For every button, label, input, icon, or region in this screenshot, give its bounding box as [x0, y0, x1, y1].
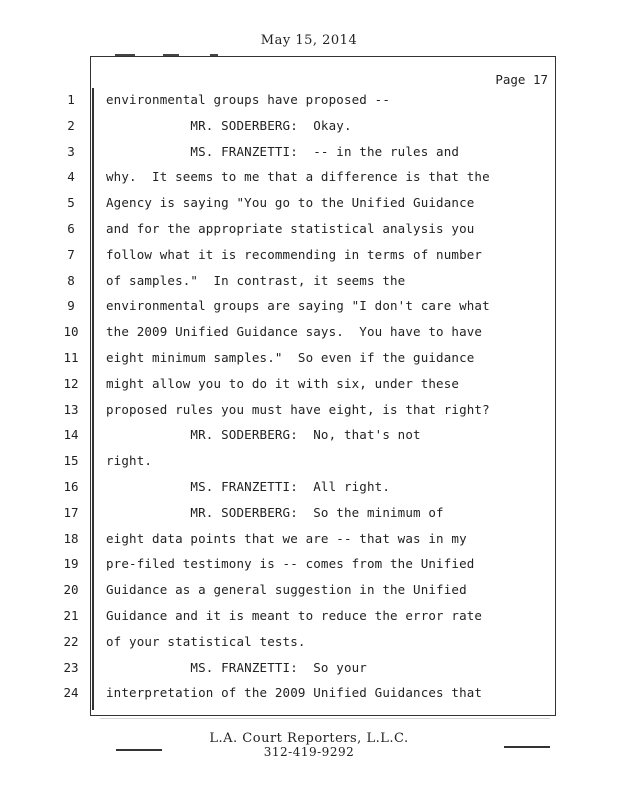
transcript-line: MR. SODERBERG: Okay.: [106, 117, 352, 133]
transcript-line: MS. FRANZETTI: All right.: [106, 479, 390, 494]
transcript-line: MS. FRANZETTI: -- in the rules and: [106, 143, 460, 159]
line-number: 13: [63, 401, 79, 417]
line-number: 6: [67, 221, 75, 236]
transcript-line: of samples." In contrast, it seems the: [106, 272, 406, 288]
scan-speckle: [100, 718, 550, 719]
transcript-line: the 2009 Unified Guidance says. You have to have: [106, 324, 483, 340]
transcript-line: MR. SODERBERG: No, that's not: [106, 427, 421, 443]
line-number: 10: [63, 324, 79, 340]
line-number: 15: [63, 453, 79, 469]
transcript-line: eight minimum samples." So even if the guidance: [106, 350, 475, 365]
transcript-line: of your statistical tests.: [106, 633, 306, 649]
transcript-line: might allow you to do it with six, under these: [106, 375, 460, 391]
transcript-line: and for the appropriate statistical analysis you: [106, 221, 475, 236]
line-number: 17: [63, 504, 79, 520]
line-number: 20: [63, 582, 79, 598]
line-number: 3: [67, 143, 75, 159]
transcript-line: why. It seems to me that a difference is that the: [106, 169, 490, 185]
transcript-line: Agency is saying "You go to the Unified Guidance: [106, 195, 475, 211]
line-number: 12: [63, 375, 79, 391]
line-number: 16: [63, 479, 79, 494]
transcript-line: MR. SODERBERG: So the minimum of: [106, 504, 444, 520]
line-number: 8: [67, 272, 75, 288]
line-number: 7: [67, 246, 75, 262]
transcript-line: environmental groups have proposed --: [106, 92, 390, 107]
line-number: 4: [67, 169, 75, 185]
line-number: 14: [63, 427, 79, 443]
date-header: May 15, 2014: [260, 33, 358, 48]
footer-company: L.A. Court Reporters, L.L.C.: [209, 731, 409, 746]
line-number: 19: [63, 556, 79, 572]
transcript-line: Guidance as a general suggestion in the Unified: [106, 582, 467, 598]
line-number: 24: [63, 685, 79, 701]
transcript-line: environmental groups are saying "I don't care what: [106, 298, 490, 314]
transcript-line: eight data points that we are -- that was in my: [106, 530, 467, 546]
page-number: Page 17: [495, 72, 548, 87]
transcript-line: interpretation of the 2009 Unified Guidances that: [106, 685, 483, 701]
line-number: 9: [67, 298, 75, 314]
line-number: 1: [67, 92, 75, 107]
line-number: 11: [63, 350, 79, 365]
transcript-line: proposed rules you must have eight, is that right?: [106, 401, 490, 417]
line-number: 5: [67, 195, 75, 211]
transcript-line: follow what it is recommending in terms of number: [106, 246, 483, 262]
line-number: 2: [67, 117, 75, 133]
transcript-line: MS. FRANZETTI: So your: [106, 659, 367, 675]
line-number: 21: [63, 608, 79, 623]
line-number: 18: [63, 530, 79, 546]
transcript-line: pre-filed testimony is -- comes from the Unified: [106, 556, 475, 572]
footer-phone: 312-419-9292: [263, 745, 355, 759]
line-number: 22: [63, 633, 79, 649]
margin-rule: [92, 88, 94, 710]
transcript-line: Guidance and it is meant to reduce the error rate: [106, 608, 483, 623]
line-number: 23: [63, 659, 79, 675]
transcript-line: right.: [106, 453, 153, 469]
